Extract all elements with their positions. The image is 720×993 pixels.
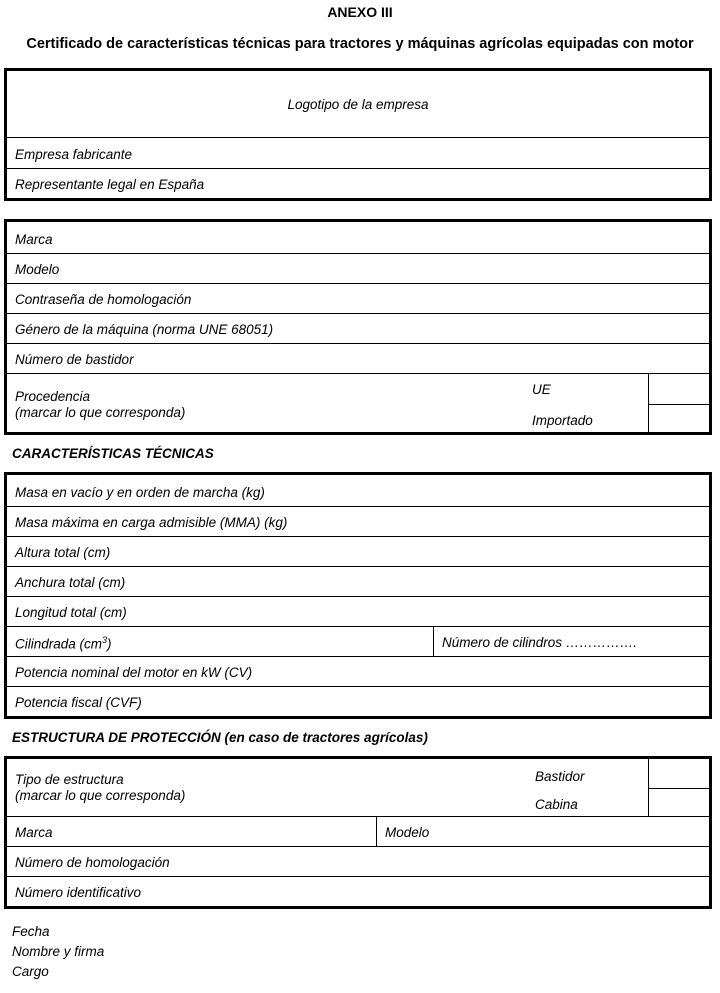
protection-section-heading: ESTRUCTURA DE PROTECCIÓN (en caso de tractores agrícolas): [12, 730, 428, 745]
row-divider: [7, 846, 709, 847]
technical-section-heading: CARACTERÍSTICAS TÉCNICAS: [12, 446, 214, 461]
row-divider: [7, 566, 709, 567]
document-title: Certificado de características técnicas para tractores y máquinas agrícolas equipadas con motor: [26, 36, 694, 52]
machine-type-field[interactable]: Género de la máquina (norma UNE 68051): [15, 322, 274, 337]
row-divider: [7, 373, 709, 374]
fiscal-power-field[interactable]: Potencia fiscal (CVF): [15, 695, 142, 710]
legal-representative-field[interactable]: Representante legal en España: [15, 177, 205, 192]
row-divider: [7, 686, 709, 687]
height-field[interactable]: Altura total (cm): [15, 545, 111, 560]
length-field[interactable]: Longitud total (cm): [15, 605, 127, 620]
row-divider: [7, 536, 709, 537]
structure-frame-checkbox[interactable]: [649, 759, 709, 788]
width-field[interactable]: Anchura total (cm): [15, 575, 126, 590]
origin-imported-checkbox[interactable]: [649, 405, 709, 435]
company-logo-field[interactable]: Logotipo de la empresa: [287, 97, 429, 112]
row-divider: [7, 656, 709, 657]
row-divider: [7, 626, 709, 627]
structure-brand-field[interactable]: Marca: [15, 825, 53, 840]
row-divider: [7, 283, 709, 284]
row-divider: [7, 137, 709, 138]
max-mass-field[interactable]: Masa máxima en carga admisible (MMA) (kg): [15, 515, 288, 530]
technical-box: [4, 472, 712, 719]
machine-box: [4, 219, 712, 435]
origin-label: Procedencia: [15, 389, 91, 404]
structure-type-label: Tipo de estructura: [15, 772, 124, 787]
structure-cab-checkbox[interactable]: [649, 789, 709, 816]
displacement-superscript: 3: [102, 635, 108, 645]
manufacturer-field[interactable]: Empresa fabricante: [15, 147, 133, 162]
cylinders-field[interactable]: Número de cilindros …………….: [442, 635, 638, 650]
brand-field[interactable]: Marca: [15, 232, 53, 247]
row-divider: [7, 506, 709, 507]
cell-divider: [433, 626, 434, 656]
row-divider: [7, 876, 709, 877]
row-divider: [7, 253, 709, 254]
date-field[interactable]: Fecha: [12, 924, 50, 939]
origin-ue-label: UE: [532, 382, 551, 397]
row-divider: [7, 596, 709, 597]
structure-type-hint: (marcar lo que corresponda): [15, 788, 186, 803]
cell-divider: [376, 816, 377, 846]
engine-power-field[interactable]: Potencia nominal del motor en kW (CV): [15, 665, 253, 680]
structure-cab-label: Cabina: [535, 797, 578, 812]
row-divider: [7, 313, 709, 314]
row-divider: [7, 816, 709, 817]
row-divider: [7, 168, 709, 169]
structure-id-number-field[interactable]: Número identificativo: [15, 885, 142, 900]
approval-code-field[interactable]: Contraseña de homologación: [15, 292, 192, 307]
structure-approval-number-field[interactable]: Número de homologación: [15, 855, 170, 870]
displacement-field[interactable]: [15, 635, 112, 652]
annex-title: ANEXO III: [327, 4, 393, 20]
structure-frame-label: Bastidor: [535, 769, 585, 784]
empty-mass-field[interactable]: Masa en vacío y en orden de marcha (kg): [15, 485, 265, 500]
chassis-number-field[interactable]: Número de bastidor: [15, 352, 134, 367]
structure-model-field[interactable]: Modelo: [385, 825, 430, 840]
displacement-label: Cilindrada (cm: [15, 636, 103, 652]
model-field[interactable]: Modelo: [15, 262, 60, 277]
row-divider: [7, 343, 709, 344]
origin-hint: (marcar lo que corresponda): [15, 405, 186, 420]
company-box: [4, 68, 712, 201]
origin-ue-checkbox[interactable]: [649, 374, 709, 404]
position-field[interactable]: Cargo: [12, 964, 49, 979]
protection-box: [4, 756, 712, 909]
name-signature-field[interactable]: Nombre y firma: [12, 944, 105, 959]
origin-imported-label: Importado: [532, 413, 593, 428]
displacement-close: ): [107, 636, 112, 652]
